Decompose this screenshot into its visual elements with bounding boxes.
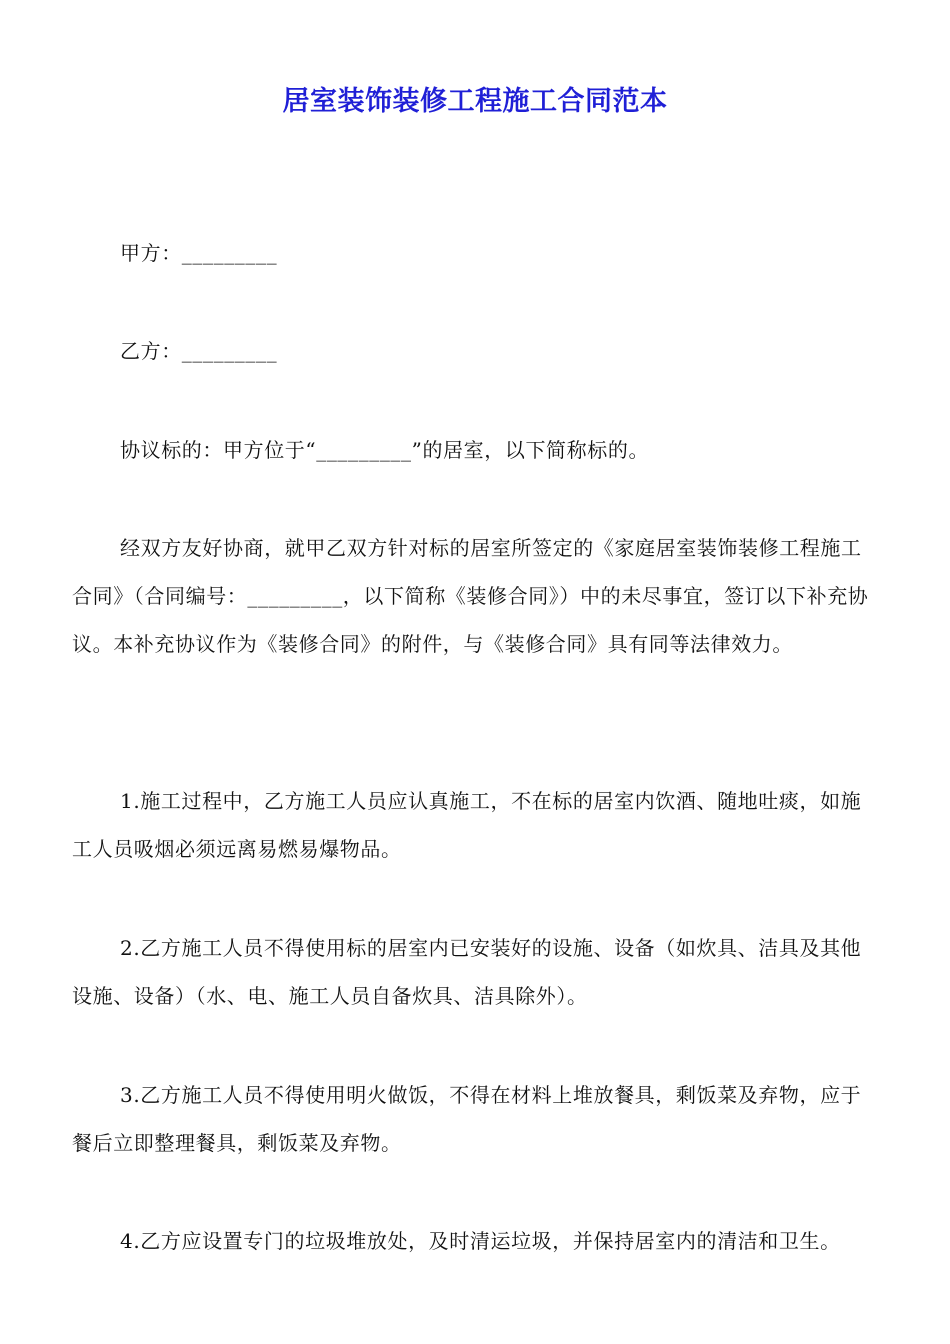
clause-2: 2.乙方施工人员不得使用标的居室内已安装好的设施、设备（如炊具、洁具及其他设施、设备）（水、电、施工人员自备炊具、洁具除外）。 xyxy=(72,936,862,1008)
preamble-paragraph: 经双方友好协商，就甲乙双方针对标的居室所签定的《家庭居室装饰装修工程施工合同》（合同编号：_________，以下简称《装修合同》）中的未尽事宜，签订以下补充协议。本补充协议作为《装修合同》的附件，与《装修合同》具有同等法律效力。 xyxy=(72,536,869,656)
party-b-line: 乙方：_________ xyxy=(120,339,278,363)
clause-3: 3.乙方施工人员不得使用明火做饭，不得在材料上堆放餐具，剩饭菜及弃物，应于餐后立即整理餐具，剩饭菜及弃物。 xyxy=(72,1083,862,1155)
agreement-subject: 协议标的：甲方位于“_________”的居室，以下简称标的。 xyxy=(120,438,650,462)
clause-4: 4.乙方应设置专门的垃圾堆放处，及时清运垃圾，并保持居室内的清洁和卫生。 xyxy=(120,1229,841,1253)
clause-1: 1.施工过程中，乙方施工人员应认真施工，不在标的居室内饮酒、随地吐痰，如施工人员吸烟必须远离易燃易爆物品。 xyxy=(72,789,862,861)
document-title: 居室装饰装修工程施工合同范本 xyxy=(282,86,668,117)
party-a-line: 甲方：_________ xyxy=(120,241,278,265)
